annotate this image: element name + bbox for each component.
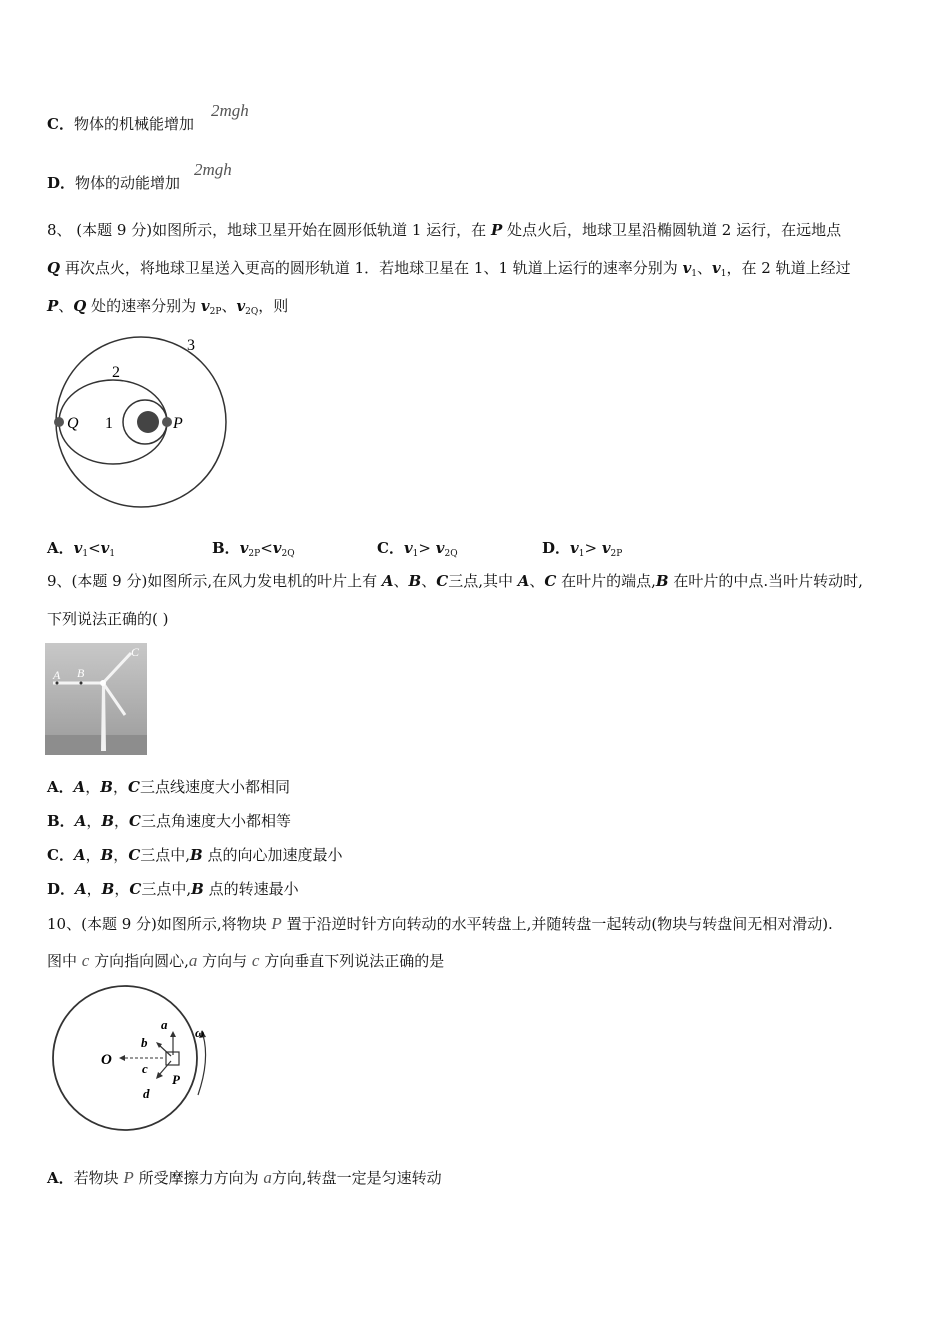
q8-option-a	[47, 538, 115, 561]
text: 9、(本题 9 分)如图所示,在风力发电机的叶片上有	[47, 572, 382, 590]
label-p: P	[172, 1072, 180, 1087]
var-a: A	[73, 846, 86, 864]
text: ，	[114, 880, 130, 898]
q8-option-c	[377, 538, 458, 561]
var-v: v	[435, 539, 445, 557]
q8-option-b	[212, 538, 295, 561]
label-p: P	[173, 415, 183, 432]
option-label: C．	[47, 846, 74, 864]
option-label: D．	[47, 880, 76, 898]
label-o: O	[101, 1052, 112, 1068]
text: ，	[85, 778, 101, 796]
var-p: P	[47, 297, 59, 315]
q9-stem-line1	[47, 571, 863, 591]
turntable-diagram	[45, 985, 225, 1135]
q10-option-a	[47, 1168, 442, 1188]
subscript: 1	[691, 269, 698, 279]
var-p: P	[490, 221, 503, 239]
var-p: P	[271, 914, 282, 933]
option-text: 点的向心加速度最小	[202, 846, 343, 864]
var-b: B	[100, 778, 113, 796]
var-v: v	[403, 539, 413, 557]
arrow-b-line	[159, 1045, 171, 1056]
q7-option-c-math: 2mgh	[211, 101, 249, 120]
operator: <	[260, 539, 273, 557]
label-c: c	[142, 1061, 148, 1076]
subscript: 1	[720, 269, 727, 279]
operator: >	[584, 539, 602, 557]
var-a: A	[75, 880, 87, 898]
var-a: A	[517, 572, 530, 590]
option-text: 物体的机械能增加	[73, 115, 194, 133]
option-text: 三点线速度大小都相同	[139, 778, 290, 796]
option-label: D．	[47, 174, 76, 192]
text: 、	[529, 572, 545, 590]
operator: >	[418, 539, 436, 557]
option-text: 三点中,	[140, 846, 191, 864]
var-c: c	[251, 951, 260, 970]
label-a: A	[53, 668, 61, 682]
label-2: 2	[112, 364, 120, 381]
text: ，	[113, 846, 129, 864]
text: 方向与	[197, 952, 252, 970]
text: 置于沿逆时针方向转动的水平转盘上,并随转盘一起转动(物块与转盘间无相对滑动).	[281, 915, 833, 933]
point-q-dot	[54, 417, 64, 427]
q8-stem-line2	[47, 258, 851, 281]
subscript: 1	[109, 549, 116, 559]
subscript: 2P	[610, 549, 623, 559]
text: 、	[393, 572, 409, 590]
option-label: B．	[47, 812, 75, 830]
var-a: A	[73, 778, 86, 796]
var-a: a	[188, 951, 198, 970]
var-c: C	[129, 812, 141, 830]
label-c: C	[131, 645, 140, 659]
q9-stem-line2: 下列说法正确的( )	[47, 610, 169, 628]
text: 、	[421, 572, 437, 590]
var-b: B	[101, 880, 115, 898]
arrow-c-head	[119, 1055, 125, 1061]
point-b-dot	[80, 682, 83, 685]
var-a: a	[263, 1168, 272, 1187]
text: ，	[114, 812, 130, 830]
text: 10、(本题 9 分)如图所示,将物块	[47, 915, 272, 933]
arrow-d-head	[156, 1072, 163, 1079]
var-v: v	[272, 539, 282, 557]
subscript: 1	[82, 549, 89, 559]
option-text: 三点中,	[141, 880, 192, 898]
option-label: A．	[47, 778, 74, 796]
text: 图中	[47, 952, 82, 970]
text: 方向指向圆心,	[89, 952, 189, 970]
option-label: C．	[47, 115, 74, 133]
var-v: v	[73, 539, 83, 557]
var-b: B	[100, 846, 114, 864]
q9-option-b	[47, 811, 291, 831]
text: 处的速率分别为	[86, 297, 201, 315]
subscript: 2Q	[444, 549, 458, 559]
subscript: 2P	[209, 307, 222, 317]
wind-turbine-photo	[45, 643, 147, 755]
option-label: A．	[47, 539, 74, 557]
var-c: C	[544, 572, 557, 590]
text: 在叶片的端点,	[556, 572, 656, 590]
q9-option-c	[47, 845, 343, 865]
var-b: B	[408, 572, 422, 590]
option-label: A．	[47, 1169, 74, 1187]
option-text: 三点角速度大小都相等	[141, 812, 292, 830]
subscript: 2Q	[281, 549, 295, 559]
q7-option-c	[47, 114, 194, 134]
var-b: B	[655, 572, 669, 590]
text: ，	[85, 846, 101, 864]
text: ，	[112, 778, 128, 796]
subscript: 2P	[248, 549, 261, 559]
arrow-a-head	[170, 1031, 176, 1037]
option-text: 方向,转盘一定是匀速转动	[271, 1169, 442, 1187]
q10-stem-line1	[47, 914, 833, 934]
text: ，	[86, 880, 102, 898]
text: ，则	[258, 297, 289, 315]
text: 再次点火，将地球卫星送入更高的圆形轨道 1．若地球卫星在 1、1 轨道上运行的速率分别为	[60, 259, 683, 277]
rotation-arrow	[198, 1035, 206, 1095]
q8-option-d	[542, 538, 622, 561]
subscript: 1	[578, 549, 585, 559]
label-3: 3	[187, 337, 195, 354]
text: ，在 2 轨道上经过	[726, 259, 851, 277]
option-text: 若物块	[73, 1169, 124, 1187]
var-c: C	[436, 572, 449, 590]
text: 、	[58, 297, 74, 315]
label-b: b	[141, 1035, 148, 1050]
var-c: C	[128, 846, 141, 864]
option-label: D．	[542, 539, 571, 557]
q7-option-d-math: 2mgh	[194, 160, 232, 179]
text: 三点,其中	[448, 572, 518, 590]
label-q: Q	[67, 415, 79, 432]
q8-stem-line1	[47, 220, 841, 240]
var-q: Q	[73, 297, 87, 315]
earth-icon	[137, 411, 159, 433]
option-text: 所受摩擦力方向为	[133, 1169, 264, 1187]
subscript: 1	[412, 549, 419, 559]
operator: <	[88, 539, 101, 557]
var-c: C	[129, 880, 142, 898]
arrow-d-line	[159, 1061, 171, 1075]
var-b: B	[191, 880, 204, 898]
q8-stem-line3	[47, 296, 288, 319]
var-v: v	[200, 297, 210, 315]
label-1: 1	[105, 415, 113, 432]
subscript: 2Q	[245, 307, 259, 317]
label-d: d	[143, 1086, 150, 1101]
text: 处点火后，地球卫星沿椭圆轨道 2 运行，在远地点	[502, 221, 842, 239]
text: 、	[221, 297, 237, 315]
label-omega: ω	[195, 1025, 205, 1040]
q9-option-d	[47, 879, 299, 899]
var-v: v	[239, 539, 249, 557]
var-a: A	[381, 572, 394, 590]
var-v: v	[570, 539, 579, 557]
var-p: P	[123, 1168, 134, 1187]
var-v: v	[712, 259, 721, 277]
ground	[45, 735, 147, 755]
var-v: v	[601, 539, 611, 557]
var-a: A	[74, 812, 87, 830]
q10-stem-line2	[47, 951, 444, 971]
text: 8、 (本题 9 分)如图所示，地球卫星开始在圆形低轨道 1 运行，在	[47, 221, 491, 239]
q7-option-d	[47, 173, 180, 193]
option-label: B．	[212, 539, 240, 557]
var-b: B	[101, 812, 115, 830]
var-q: Q	[47, 259, 61, 277]
orbit-diagram	[45, 330, 245, 520]
text: 在叶片的中点.当叶片转动时,	[668, 572, 863, 590]
var-c: c	[81, 951, 90, 970]
var-v: v	[100, 539, 110, 557]
text: 、	[697, 259, 713, 277]
label-a: a	[161, 1017, 168, 1032]
turbine-hub	[100, 680, 106, 686]
option-text: 点的转速最小	[203, 880, 299, 898]
option-text: 物体的动能增加	[75, 174, 181, 192]
label-b: B	[77, 666, 85, 680]
point-p-dot	[162, 417, 172, 427]
text: 方向垂直下列说法正确的是	[259, 952, 445, 970]
var-v: v	[236, 297, 246, 315]
var-v: v	[682, 259, 692, 277]
q9-option-a	[47, 777, 290, 797]
var-b: B	[190, 846, 203, 864]
text: ，	[86, 812, 102, 830]
var-c: C	[128, 778, 140, 796]
option-label: C．	[377, 539, 404, 557]
